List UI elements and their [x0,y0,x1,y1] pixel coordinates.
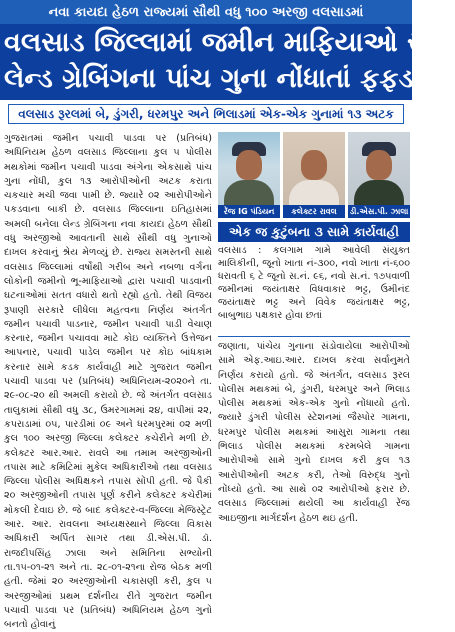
box-text-body: વલસાડ : કલગામ ગામે આવેલી સંયુક્ત માલિકીની, જૂનો ખાતા નં-૩૦૦, નવો ખાતા નં-૬૦૦ ધરાવતી ૬ ટે જૂનો સ.નં. ૯૬, નવો સ.નં. ૧૭૫વાળી જમીનમાં જયંતાક્ષર વિધવાકાર ભટ્ટ, ઉમીનંદ જયંતાક્ષર ભટ્ટ અને વિવેક જયંતાક્ષર ભટ્ટ, બાબુભાઇ પક્ષકાર હોવા છતાં [218,245,410,321]
top-strip-text: નવા કાયદા હેઠળ રાજ્યમાં સૌથી વધુ ૧૦૦ અરજી વલસાડમાં [48,4,364,20]
face-shape [236,150,262,180]
photo-caption: રેંજ IG પંડિયન [218,205,280,218]
box-text [218,244,410,337]
face-shape [301,150,327,180]
subheadline-text: વલસાડ રૂરલમાં બે, ડુંગરી, ધરમપુર અને ભિલાડમાં એક-એક ગુનામાં ૧૩ અટક [18,106,394,121]
article-right-text: જણાતા, પાંચેય ગુનાના સંડોવાયેલા આરોપીઓ સામે એફ.આઇ.આર. દાખલ કરવા સર્વાનુમતે નિર્ણય કરાયો હતો. જે અંતર્ગત, વલસાડ રૂરલ પોલીસ મથકમાં બે, ડુંગરી, ધરમપુર અને ભિલાડ પોલીસ મથકમાં એક-એક ગુનો નોંધાયો હતો. જ્યારે ડુંગરી પોલીસ સ્ટેશનમાં જૈસ્પોર ગામના, ધરમપુર પોલીસ મથકમાં આસુરા ગામના તથા ભિલાડ પોલીસ મથકમાં કરમબેલે ગામના આરોપીઓ સામે ગુનો દાખલ કરી કુલ ૧૩ આરોપીઓની અટક કરી, તેઓ વિરુદ્ધ ગુનો નોંધ્યો હતો. આ સાથે ૦૨ આરોપીઓ ફરાર છે. વલસાડ જિલ્લામાં થયેલી આ કાર્યવાહી રેંજ આઇજીના માર્ગદર્શન હેઠળ થઇ હતી. [218,341,410,524]
photo-ig [218,132,280,218]
photo-caption: ડી.એસ.પી. ઝાલા [349,207,409,216]
box-title [218,222,410,242]
headline-line-1: વલસાડ જિલ્લામાં જમીન માફિયાઓ સામે [4,27,455,58]
top-strip [0,0,412,24]
article-left-text: ગુજરાતમાં જમીન પચાવી પાડવા પર (પ્રતિબંધ) અધિનિયમ હેઠળ વલસાડ જિલ્લાના કુલ ૫ પોલીસ મથકોમાં જમીન પચાવી પાડવા અંગેના એકસાથે પાંચ ગુના નોંધી, કુલ ૧૩ આરોપીઓની અટક કરાતા ચકચાર મચી જવા પામી છે. જ્યારે ૦૨ આરોપીઓને પકડવાના બાકી છે. વલસાડ જિલ્લાના ઇતિહાસમાં અમલી બનેલા લેન્ડ ગ્રેબિંગના નવા કાયદા હેઠળ સૌથી વધુ અરજીઓ આવતાની સાથે સૌથી વધુ ગુનાઓ દાખલ કરવાનું શ્રેય મેળવ્યું છે. રાજ્ય સમસ્તની સાથે વલસાડ જિલ્લામાં વર્ષોથી ગરીબ અને નબળા વર્ગના લોકોની જમીનો ભૂ-માફિયાઓ દ્વારા પચાવી પાડવાની ઘટનાઓમાં સતત વધારો થતો રહ્યો હતો. તેથી વિજય રૂપાણી સરકારે લીધેલા મહત્વના નિર્ણય અંતર્ગત જમીન પચાવી પાડનાર, જમીન પચાવી પાડી વેચાણ કરનાર, જમીન પચાવવા માટે કોઇ વ્યક્તિને ઉત્તેજન આપનાર, પચાવી પાડેલ જમીન પર કોઇ બાંધકામ કરનાર સામે કડક કાર્યવાહી માટે ગુજરાત જમીન પચાવી પાડવા પર (પ્રતિબંધ) અધિનિયમ-૨૦૨૦ને તા. ૨૯-૦૮-૨૦ થી અમલી કરાયો છે. જે અંતર્ગત વલસાડ તાલુકામાં સૌથી વધુ ૩૮, ઉમરગામમાં ૨૪, વાપીમાં ૨૨, કપરાડામાં ૦૫, પારડીમાં ૦૯ અને ધરમપુરમાં ૦૨ મળી કુલ ૧૦૦ અરજી જિલ્લા કલેક્ટર કચેરીને મળી છે. કલેક્ટર આર.આર. રાવલે આ તમામ અરજીઓની તપાસ માટે કમિટિમાં મુકેલ અધિકારીઓ તથા વલસાડ જિલ્લા પોલીસ અધિક્ષકને તપાસ સોંપી હતી. જે પૈકી ૨૦ અરજીઓની તપાસ પૂર્ણ કરીને કલેક્ટર કચેરીમાં મોકલી દેવાઇ છે. જે બાદ કલેક્ટર-વ-જિલ્લા મેજિસ્ટ્રેટ આર. આર. રાવલના અધ્યક્ષસ્થાને જિલ્લા વિકાસ અધિકારી અર્પિત સાગર તથા ડી.એસ.પી. ડૉ. રાજદીપસિંહ ઝાલા અને સમિતિના સભ્યોની તા.૧૫-૦૧-૨૧ અને તા. ૨૮-૦૧-૨૧ના રોજ બેઠક મળી હતી. જેમાં ૨૦ અરજીઓની ચકાસણી કરી, કુલ ૫ અરજીઓમાં પ્રથમ દર્શનીય રીતે ગુજરાત જમીન પચાવી પાડવા પર (પ્રતિબંધ) અધિનિયમ હેઠળ ગુનો બનતો હોવાનું [4,133,212,631]
photo-sp [348,132,410,218]
face-shape [366,150,392,180]
photo-row [218,132,410,218]
headline-line-2: લેન્ડ ગ્રેબિંગના પાંચ ગુના નોંધાતાં ફફડાટ [4,63,436,94]
photo-caption: કલેક્ટર રાવલ [283,205,345,218]
headline [0,24,455,100]
article-right-column [218,340,410,524]
subheadline [8,104,404,124]
box-title-text: એક જ કુટુંબના ૩ સામે કાર્યવાહી [229,224,399,239]
photo-collector [283,132,345,218]
article-left-column [4,132,212,631]
